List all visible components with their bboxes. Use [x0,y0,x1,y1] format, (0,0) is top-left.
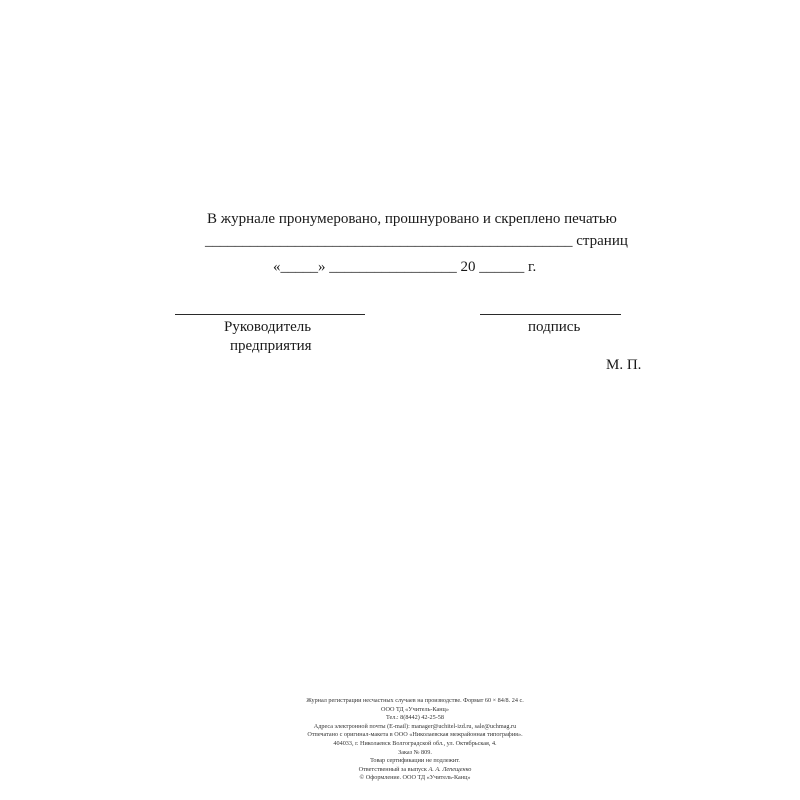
imprint-certification: Товар сертификации не подлежит. [370,757,460,765]
imprint-responsible-label: Ответственный за выпуск [358,765,427,773]
head-label-line-2: предприятия [230,338,312,354]
imprint-order: Заказ № 809. [398,748,432,756]
imprint-phone: Тел.: 8(8442) 42-25-58 [385,714,444,722]
signature-line [480,314,621,315]
signature-label: подпись [528,319,581,335]
certification-pages-line: _________________________________________________ страниц [205,233,628,249]
imprint-publisher: ООО ТД «Учитель-Канц» [381,705,449,713]
publisher-imprint [250,697,580,783]
head-signature-line [175,314,365,315]
certification-line-1: В журнале пронумеровано, прошнуровано и скреплено печатью [207,211,617,227]
imprint-title: Журнал регистрации несчастных случаев на производстве. Формат 60 × 84/8. 24 с. [306,697,524,704]
imprint-responsible-name: А. А. Лепещенко [428,765,472,773]
imprint-printer: Отпечатано с оригинал-макета в ООО «Николаевская межрайонная типография». [307,731,523,739]
certification-date-line: «_____» _________________ 20 ______ г. [273,259,537,275]
head-label-line-1: Руководитель [224,319,312,335]
imprint-email: Адреса электронной почты (E-mail): manager@uchitel-izd.ru, sale@uchmag.ru [313,722,517,730]
imprint-address: 404033, г. Николаевск Волгоградской обл., ул. Октябрьская, 4. [333,739,497,747]
imprint-copyright: © Оформление. ООО ТД «Учитель-Канц» [359,774,471,782]
imprint-responsible [250,766,580,775]
stamp-place-label: М. П. [606,357,642,373]
